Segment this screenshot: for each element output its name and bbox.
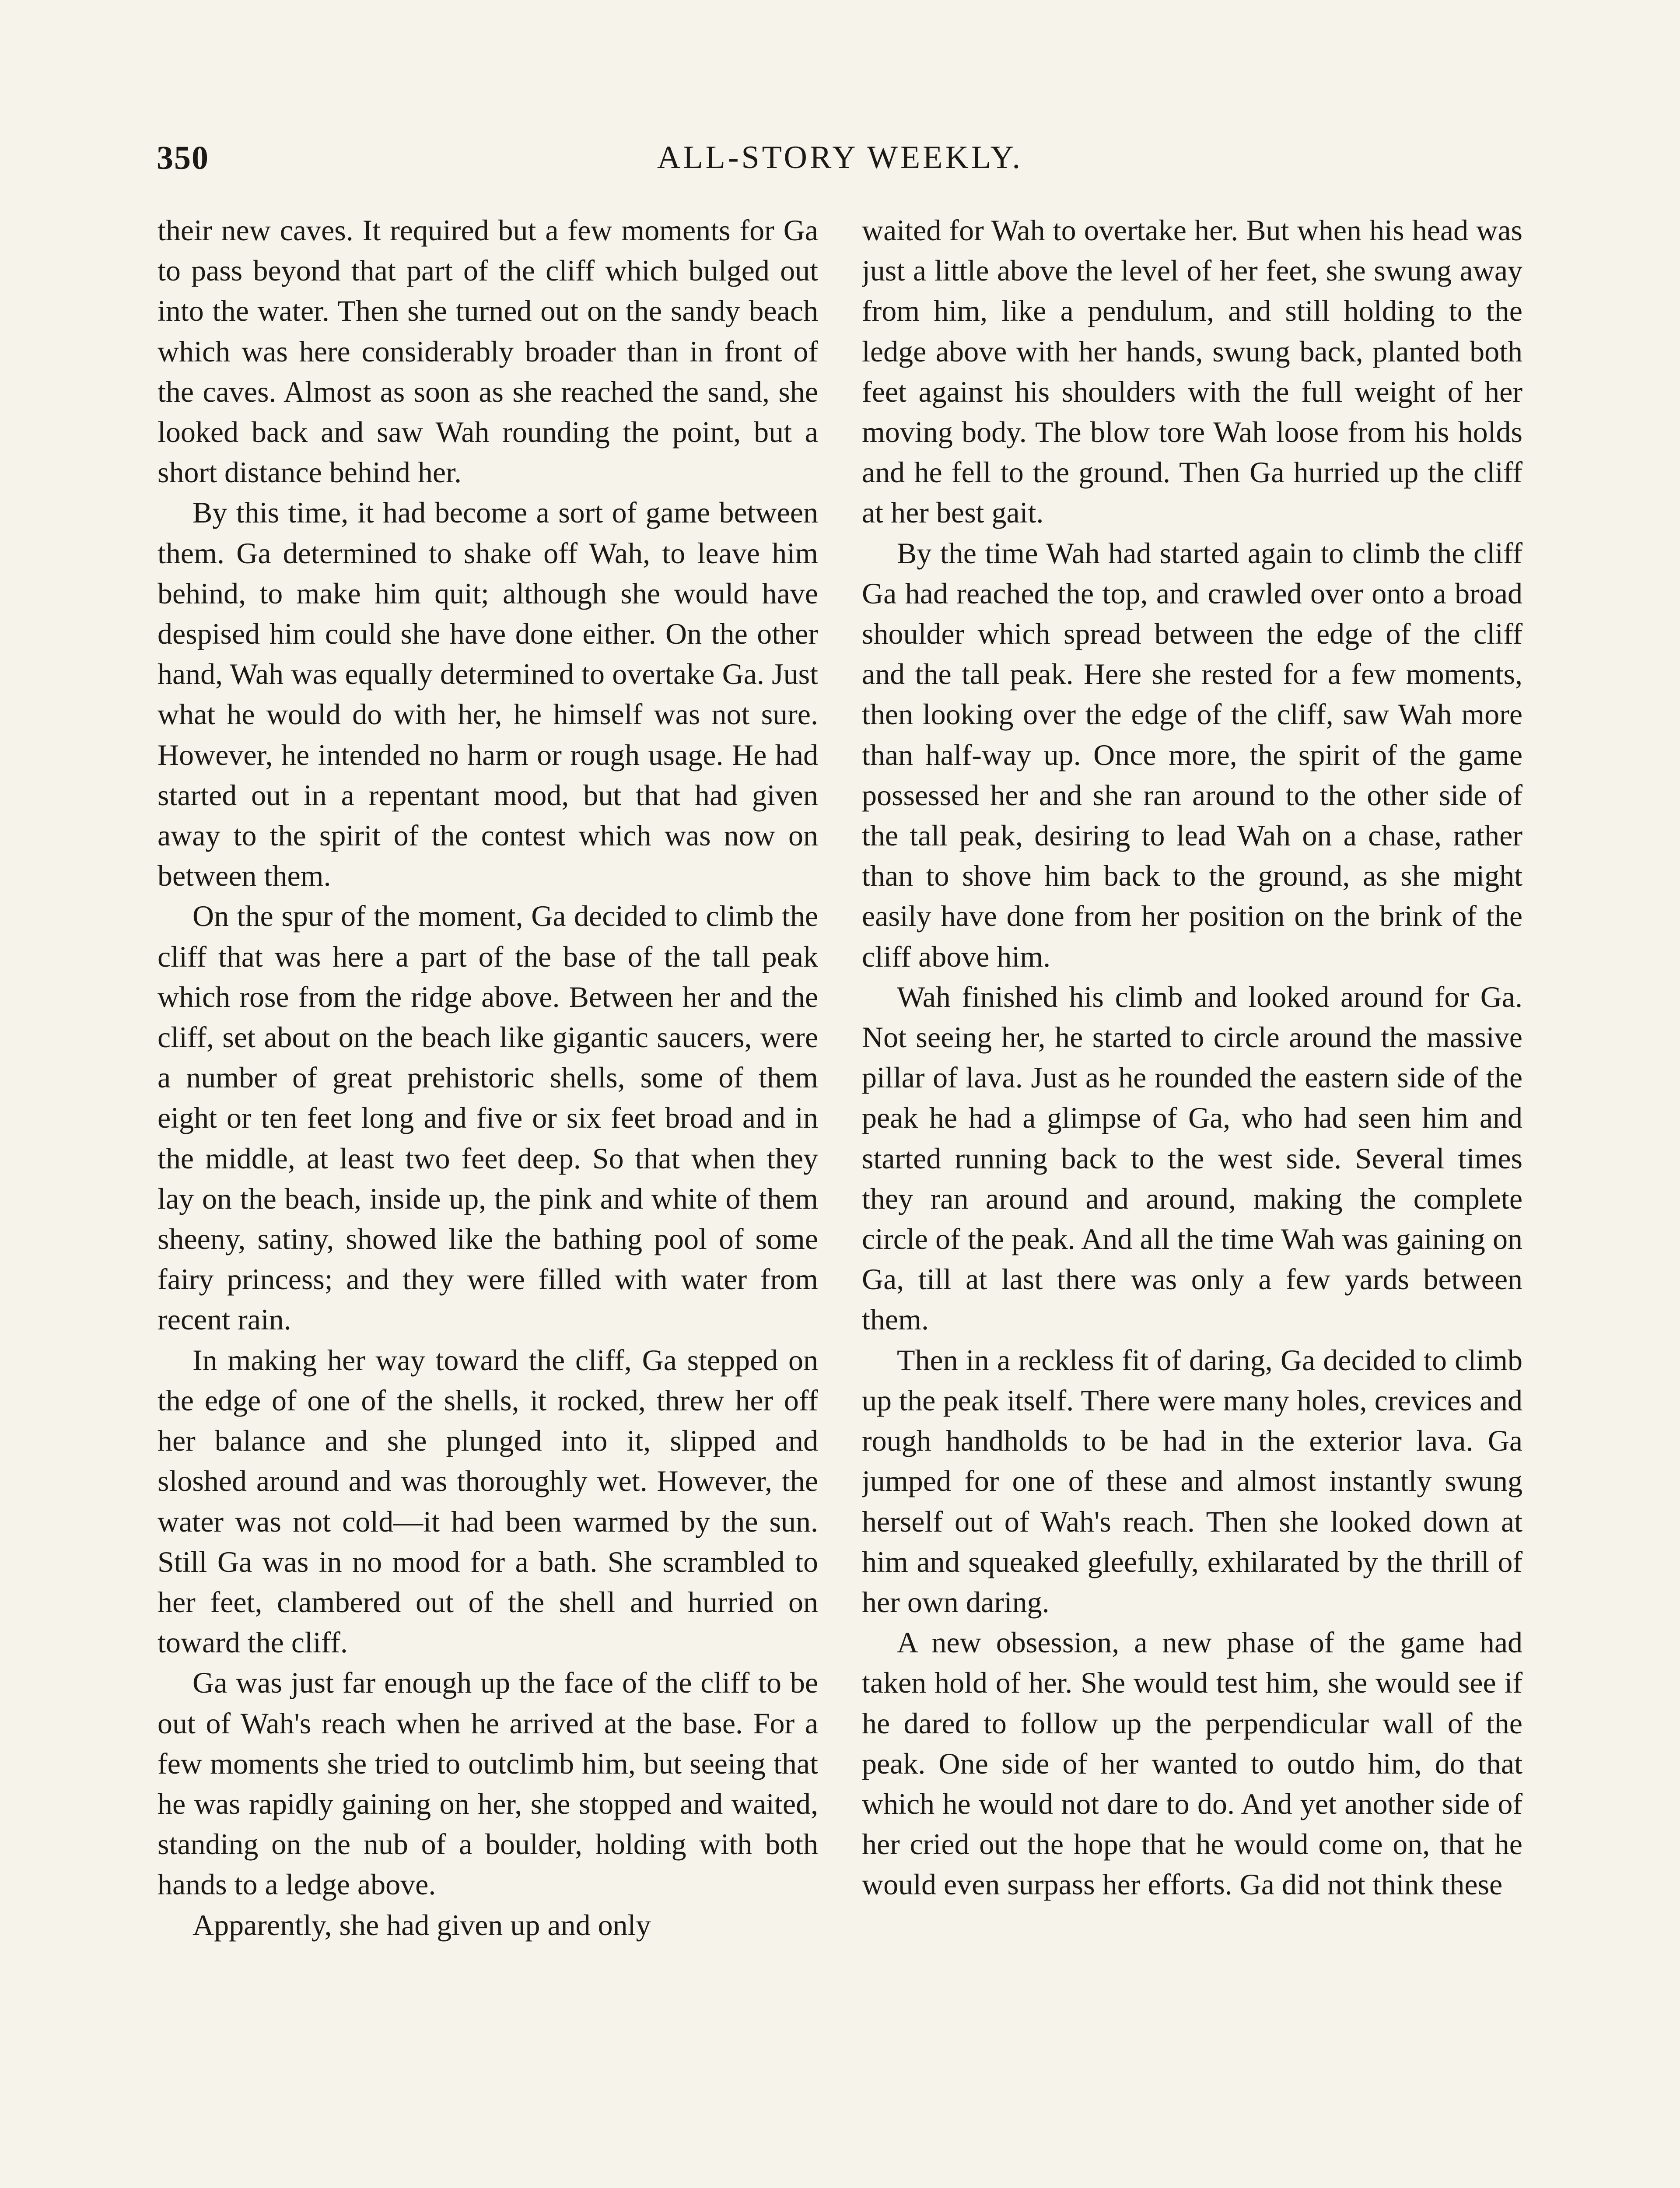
paragraph: On the spur of the moment, Ga decided to climb the cliff that was here a part of the base of the tall peak which rose from the ridge above. Between her and the cliff, set about on the beach like gigantic saucers, were a number of great prehistoric shells, some of them eight or ten feet long and five or six feet broad and in the middle, at least two feet deep. So that when they lay on the beach, inside up, the pink and white of them sheeny, satiny, showed like the bathing pool of some fairy princess; and they were filled with water from recent rain.	[158, 899, 818, 1336]
paragraph: waited for Wah to overtake her. But when his head was just a little above the level of her feet, she swung away from him, like a pendulum, and still holding to the ledge above with her hands, swung back, planted both feet against his shoulders with the full weight of her moving body. The blow tore Wah loose from his holds and he fell to the ground. Then Ga hurried up the cliff at her best gait.	[862, 214, 1522, 529]
paragraph: Apparently, she had given up and only	[192, 1908, 651, 1942]
page-number: 350	[157, 140, 209, 176]
paragraph: A new obsession, a new phase of the game had taken hold of her. She would test him, she would see if he dared to follow up the perpendicular wall of the peak. One side of her wanted to outdo him, do that which he would not dare to do. And yet another side of her cried out the hope that he would come on, that he would even surpass her efforts. Ga did not think these	[862, 1626, 1522, 1901]
page-header	[153, 139, 1527, 187]
paragraph: Then in a reckless fit of daring, Ga decided to climb up the peak itself. There were many holes, crevices and rough handholds to be had in the exterior lava. Ga jumped for one of these and almost instantly swung herself out of Wah's reach. Then she looked down at him and squeaked gleefully, exhilarated by the thrill of her own daring.	[862, 1343, 1522, 1619]
paragraph: Ga was just far enough up the face of the cliff to be out of Wah's reach when he arrived at the base. For a few moments she tried to outclimb him, but seeing that he was rapidly gaining on her, she stopped and waited, standing on the nub of a boulder, holding with both hands to a ledge above.	[158, 1666, 818, 1901]
running-head: ALL-STORY WEEKLY.	[657, 140, 1023, 175]
paragraph: In making her way toward the cliff, Ga stepped on the edge of one of the shells, it rocked, threw her off her balance and she plunged into it, slipped and sloshed around and was thoroughly wet. However, the water was not cold—it had been warmed by the sun. Still Ga was in no mood for a bath. She scrambled to her feet, clambered out of the shell and hurried on toward the cliff.	[158, 1343, 818, 1659]
paragraph: Wah finished his climb and looked around for Ga. Not seeing her, he started to circle around the massive pillar of lava. Just as he rounded the eastern side of the peak he had a glimpse of Ga, who had seen him and started running back to the west side. Several times they ran around and around, making the complete circle of the peak. And all the time Wah was gaining on Ga, till at last there was only a few yards between them.	[862, 980, 1522, 1336]
left-column	[158, 210, 818, 2188]
paragraph: By the time Wah had started again to climb the cliff Ga had reached the top, and crawled over onto a broad shoulder which spread between the edge of the cliff and the tall peak. Here she rested for a few moments, then looking over the edge of the cliff, saw Wah more than half-way up. Once more, the spirit of the game possessed her and she ran around to the other side of the tall peak, desiring to lead Wah on a chase, rather than to shove him back to the ground, as she might easily have done from her position on the brink of the cliff above him.	[862, 536, 1522, 973]
paragraph: their new caves. It required but a few moments for Ga to pass beyond that part of the cliff which bulged out into the water. Then she turned out on the sandy beach which was here considerably broader than in front of the caves. Almost as soon as she reached the sand, she looked back and saw Wah rounding the point, but a short distance behind her.	[158, 214, 818, 489]
right-column	[862, 210, 1522, 2188]
text-columns	[158, 210, 1527, 2188]
paragraph: By this time, it had become a sort of game between them. Ga determined to shake off Wah, to leave him behind, to make him quit; although she would have despised him could she have done either. On the other hand, Wah was equally determined to overtake Ga. Just what he would do with her, he himself was not sure. However, he intended no harm or rough usage. He had started out in a repentant mood, but that had given away to the spirit of the contest which was now on between them.	[158, 496, 818, 893]
